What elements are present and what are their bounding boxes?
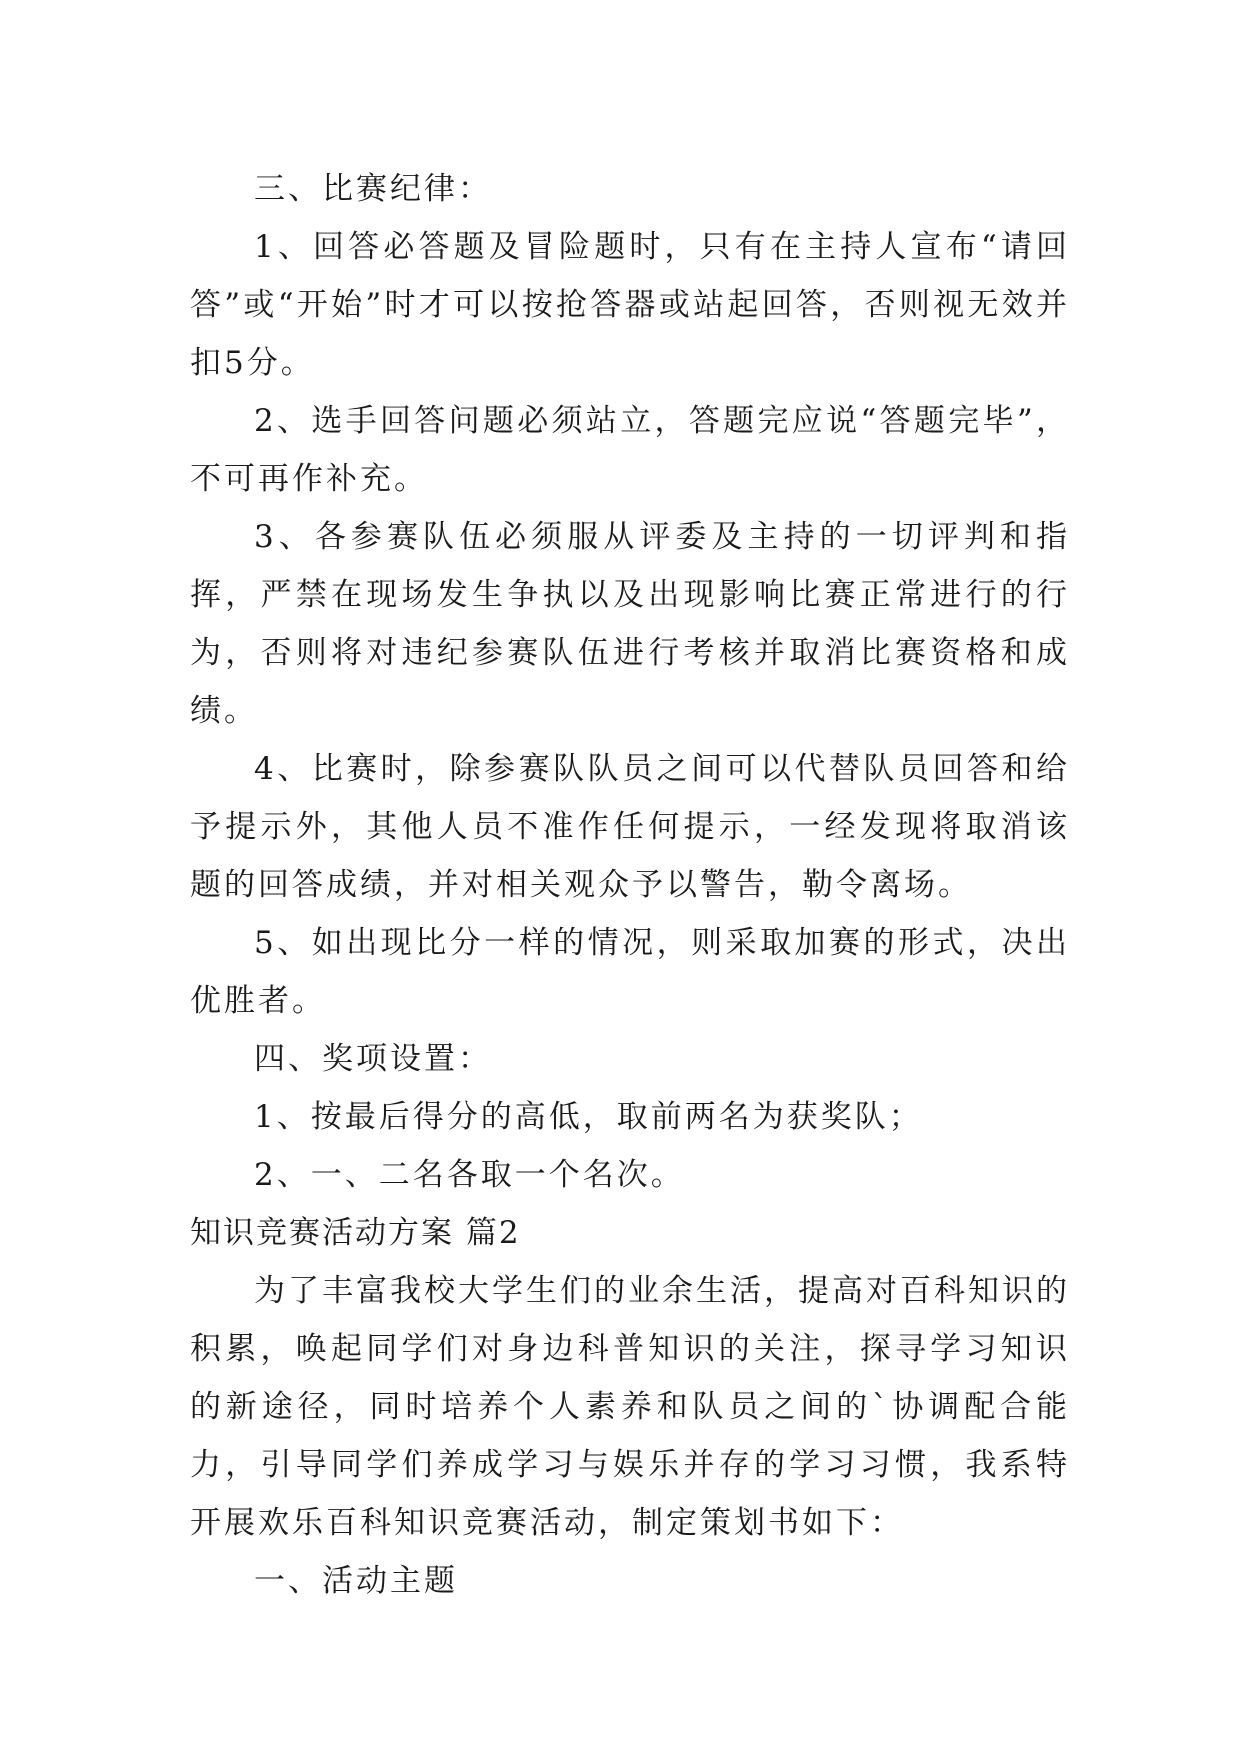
section-heading-awards: 四、奖项设置： <box>254 1041 492 1077</box>
award-2-paragraph: 2、一、二名各取一个名次。 <box>254 1157 685 1193</box>
award-1-paragraph: 1、按最后得分的高低，取前两名为获奖队； <box>254 1099 923 1135</box>
rule-2-paragraph: 2、选手回答问题必须站立，答题完应说“答题完毕”，不可再作补充。 <box>190 403 1070 497</box>
section-heading-discipline: 三、比赛纪律： <box>254 171 492 207</box>
section-heading-theme: 一、活动主题 <box>254 1563 458 1599</box>
rule-4-paragraph: 4、比赛时，除参赛队队员之间可以代替队员回答和给予提示外，其他人员不准作任何提示，一经发现将取消该题的回答成绩，并对相关观众予以警告，勒令离场。 <box>190 751 1070 903</box>
intro-paragraph: 为了丰富我校大学生们的业余生活，提高对百科知识的积累，唤起同学们对身边科普知识的关注，探寻学习知识的新途径，同时培养个人素养和队员之间的`协调配合能力，引导同学们养成学习与娱乐并存的学习习惯，我系特开展欢乐百科知识竞赛活动，制定策划书如下： <box>190 1273 1070 1541</box>
rule-1-paragraph: 1、回答必答题及冒险题时，只有在主持人宣布“请回答”或“开始”时才可以按抢答器或站起回答，否则视无效并扣5分。 <box>190 229 1070 381</box>
plan-title: 知识竞赛活动方案 篇2 <box>190 1215 521 1251</box>
document-body <box>190 160 1070 1610</box>
rule-5-paragraph: 5、如出现比分一样的情况，则采取加赛的形式，决出优胜者。 <box>190 925 1070 1019</box>
rule-3-paragraph: 3、各参赛队伍必须服从评委及主持的一切评判和指挥，严禁在现场发生争执以及出现影响比赛正常进行的行为，否则将对违纪参赛队伍进行考核并取消比赛资格和成绩。 <box>190 519 1070 729</box>
